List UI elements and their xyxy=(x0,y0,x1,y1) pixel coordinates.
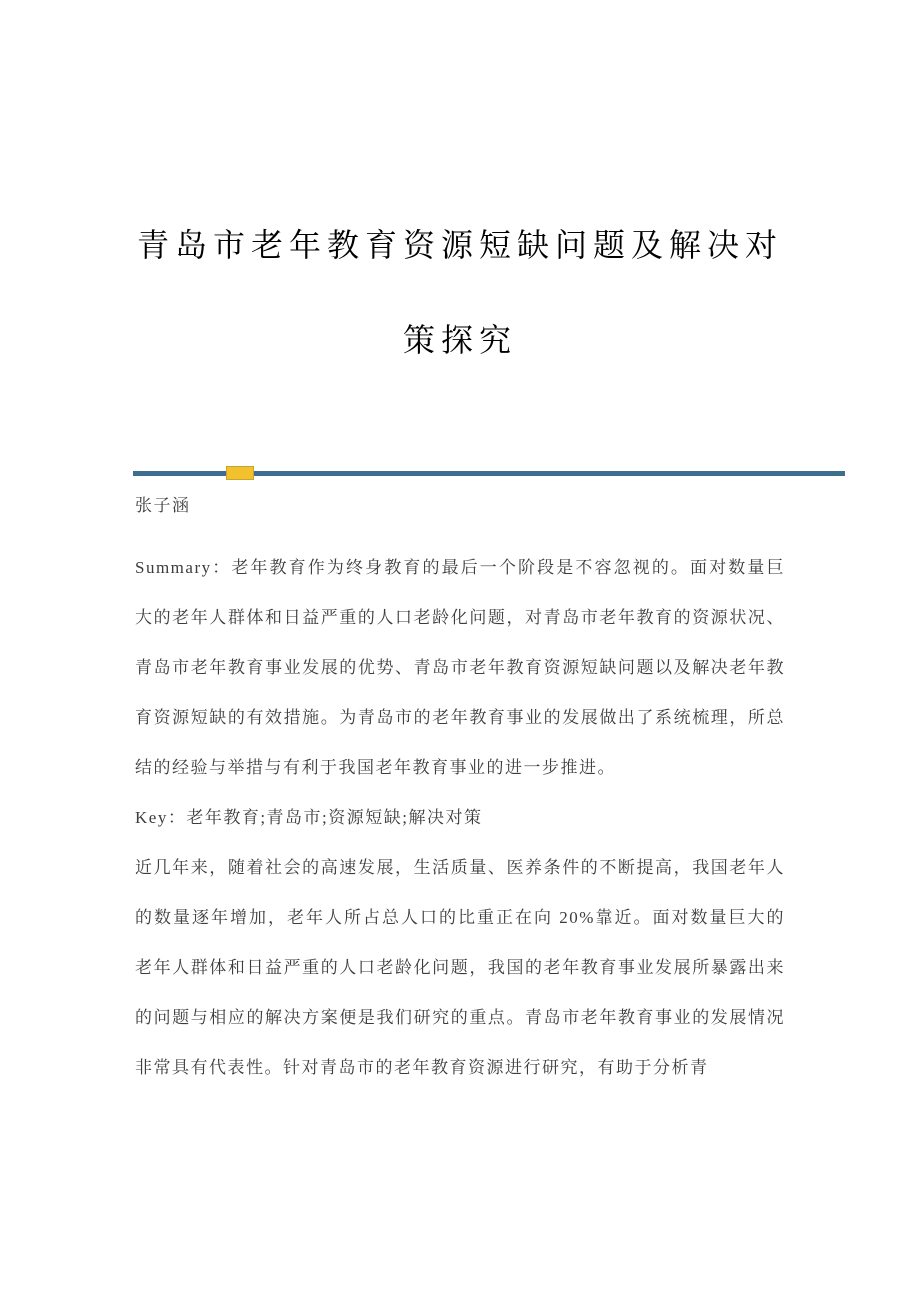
summary-paragraph: Summary：老年教育作为终身教育的最后一个阶段是不容忽视的。面对数量巨大的老年人群体和日益严重的人口老龄化问题，对青岛市老年教育的资源状况、青岛市老年教育事业发展的优势、青岛市老年教育资源短缺问题以及解决老年教育资源短缺的有效措施。为青岛市的老年教育事业的发展做出了系统梳理，所总结的经验与举措与有利于我国老年教育事业的进一步推进。 xyxy=(135,558,785,777)
document-body xyxy=(135,481,785,1093)
body-paragraph: 近几年来，随着社会的高速发展，生活质量、医养条件的不断提高，我国老年人的数量逐年增加，老年人所占总人口的比重正在向 20%靠近。面对数量巨大的老年人群体和日益严重的人口老龄化问题，我国的老年教育事业发展所暴露出来的问题与相应的解决方案便是我们研究的重点。青岛市老年教育事业的发展情况非常具有代表性。针对青岛市的老年教育资源进行研究，有助于分析青 xyxy=(135,858,785,1077)
author-name: 张子涵 xyxy=(135,496,191,515)
title-divider xyxy=(133,466,845,481)
divider-accent-marker xyxy=(226,466,254,480)
page-title: 青岛市老年教育资源短缺问题及解决对策探究 xyxy=(136,227,783,358)
keywords-line: Key：老年教育;青岛市;资源短缺;解决对策 xyxy=(135,808,483,827)
